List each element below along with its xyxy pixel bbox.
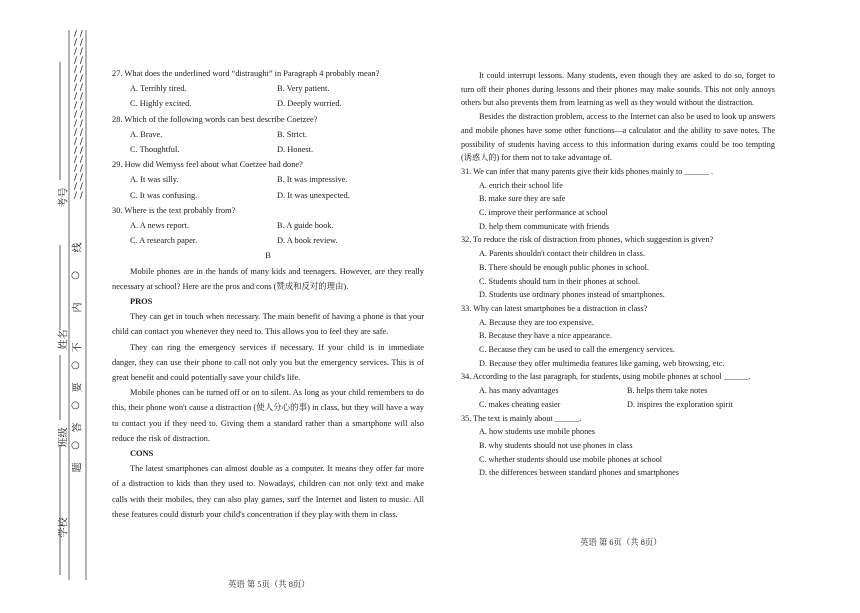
question-29-stem: 29. How did Wemyss feel about what Coetzee had done? (112, 160, 303, 170)
option: D. help them communicate with friends (479, 221, 610, 231)
pros-heading: PROS (130, 297, 153, 307)
seal-circle-2: ○ (71, 360, 80, 371)
left-column (112, 66, 424, 522)
pros-paragraph-3: Mobile phones can be turned off or on to silent. As long as your child remembers to do this, their phone won't cause a distraction (使人分心的事) in class, but they will have a way to contact you if they need to. Giving them a standard rather than a smartphone will also reduce the risk of distraction. (112, 388, 424, 443)
option: C. whether students should use mobile phones at school (479, 454, 663, 464)
question-28-options (112, 127, 424, 157)
seal-circle-4: ○ (71, 440, 80, 451)
option: D. Because they offer multimedia features like gaming, web browsing, etc. (479, 358, 725, 368)
section-heading: B (265, 251, 271, 261)
option: A. It was silly. (130, 175, 179, 185)
option: C. improve their performance at school (479, 208, 608, 218)
option: B. Strict. (277, 129, 308, 139)
option: A. Terribly tired. (130, 84, 187, 94)
option: B. Very patient. (277, 84, 330, 94)
question-34-stem: 34. According to the last paragraph, for students, using mobile phones at school ______. (461, 372, 751, 382)
passage-intro: Mobile phones are in the hands of many kids and teenagers. However, are they really necessary at school? Here are the pros and cons (赞成和反对的理由). (112, 266, 424, 291)
option: B. helps them take notes (627, 386, 708, 396)
right-column (461, 69, 775, 480)
option: A. how students use mobile phones (479, 427, 595, 437)
option: B. There should be enough public phones in school. (479, 262, 649, 272)
option: D. A book review. (277, 236, 338, 246)
question-30-stem: 30. Where is the text probably from? (112, 205, 236, 215)
option: A. Parents shouldn't contact their children in class. (479, 249, 645, 259)
slash-column: / / / / / / / / / / / / / / / / / / / / / / / / / / / / / / / / / / / / / / (74, 30, 83, 201)
option: C. A research paper. (130, 236, 198, 246)
page-footer-left: 英语 第 5页（共 8页） (228, 580, 310, 589)
seal-circle-1: ○ (71, 270, 80, 281)
option: A. has many advantages (479, 386, 559, 396)
question-29-options (112, 172, 424, 202)
question-34-options (461, 384, 775, 411)
question-28-stem: 28. Which of the following words can best describe Coetzee? (112, 114, 318, 124)
question-30-options (112, 218, 424, 248)
seal-char-5: 答 (72, 422, 84, 433)
option: B. why students should not use phones in class (479, 440, 633, 450)
option: B. make sure they are safe (479, 194, 566, 204)
question-31-stem: 31. We can infer that many parents give their kids phones mainly to ______ . (461, 166, 714, 176)
class-label: 班级 (58, 427, 70, 448)
option: B. It was impressive. (277, 175, 348, 185)
pros-paragraph-2: They can ring the emergency services if necessary. If your child is in immediate danger, they can use their phone to call not only you but the emergency services. This is of great benefit and could potentially save your child's life. (112, 342, 424, 383)
question-32-stem: 32. To reduce the risk of distraction from phones, which suggestion is given? (461, 235, 714, 245)
option: A. A news report. (130, 221, 189, 231)
option: C. Students should turn in their phones at school. (479, 276, 641, 286)
question-27-options (112, 81, 424, 111)
seal-char-3: 不 (72, 342, 84, 353)
option: C. makes cheating easier (479, 399, 561, 409)
option: A. enrich their school life (479, 180, 563, 190)
option: A. Because they are too expensive. (479, 317, 594, 327)
cons-heading: CONS (130, 449, 154, 459)
binding-lines (0, 0, 100, 608)
option: D. inspires the exploration spirit (627, 399, 733, 409)
option: B. Because they have a nice appearance. (479, 331, 612, 341)
option: D. Honest. (277, 145, 314, 155)
seal-char-1: 线 (72, 242, 84, 253)
option: C. Thoughtful. (130, 145, 180, 155)
option: A. Brave. (130, 129, 163, 139)
seal-char-2: 内 (72, 302, 84, 313)
pros-paragraph-1: They can get in touch when necessary. The main benefit of having a phone is that your child can contact you whenever they need to. This allows you to feel they are safe. (112, 312, 424, 337)
question-35-stem: 35. The text is mainly about ______. (461, 413, 582, 423)
option: C. It was confusing. (130, 190, 198, 200)
seal-circle-3: ○ (71, 400, 80, 411)
cons-paragraph-3: Besides the distraction problem, access to the Internet can also be used to look up answers and mobile phones have some other functions—a calculator and the ability to save notes. The possibility of students having access to this information during exams could be too tempting (诱惑人的) for them not to take advantage of. (461, 112, 775, 163)
option: C. Highly excited. (130, 99, 192, 109)
seal-char-6: 题 (72, 462, 84, 473)
option: D. Deeply worried. (277, 99, 342, 109)
cons-paragraph-1: The latest smartphones can almost double as a computer. It means they offer far more of a distraction to kids than they used to. Nowadays, children can not only text and make calls with their mobiles, they can also play games, surf the Internet and listen to music. All these features could disturb your child's concentration if they play with them in class. (112, 464, 424, 519)
option: D. Students use ordinary phones instead of smartphones. (479, 290, 665, 300)
option: D. It was unexpected. (277, 190, 350, 200)
question-33-stem: 33. Why can latest smartphones be a distraction in class? (461, 303, 648, 313)
option: D. the differences between standard phones and smartphones (479, 468, 679, 478)
option: C. Because they can be used to call the emergency services. (479, 345, 675, 355)
seal-char-4: 要 (72, 382, 84, 393)
option: B. A guide book. (277, 221, 334, 231)
question-27-stem: 27. What does the underlined word “distraught” in Paragraph 4 probably mean? (112, 69, 380, 78)
binding-margin (0, 0, 100, 608)
school-label: 学校 (58, 517, 70, 538)
cons-paragraph-2: It could interrupt lessons. Many students, even though they are asked to do so, forget to turn off their phones during lessons and their phones may make sounds. This not only annoys others but also prevents them from learning as well as they would without the distraction. (461, 71, 775, 108)
exam-number-label: 考号 (58, 187, 70, 208)
page-footer-right: 英语 第 6页（共 8页） (580, 538, 662, 547)
name-label: 姓名 (58, 329, 70, 350)
